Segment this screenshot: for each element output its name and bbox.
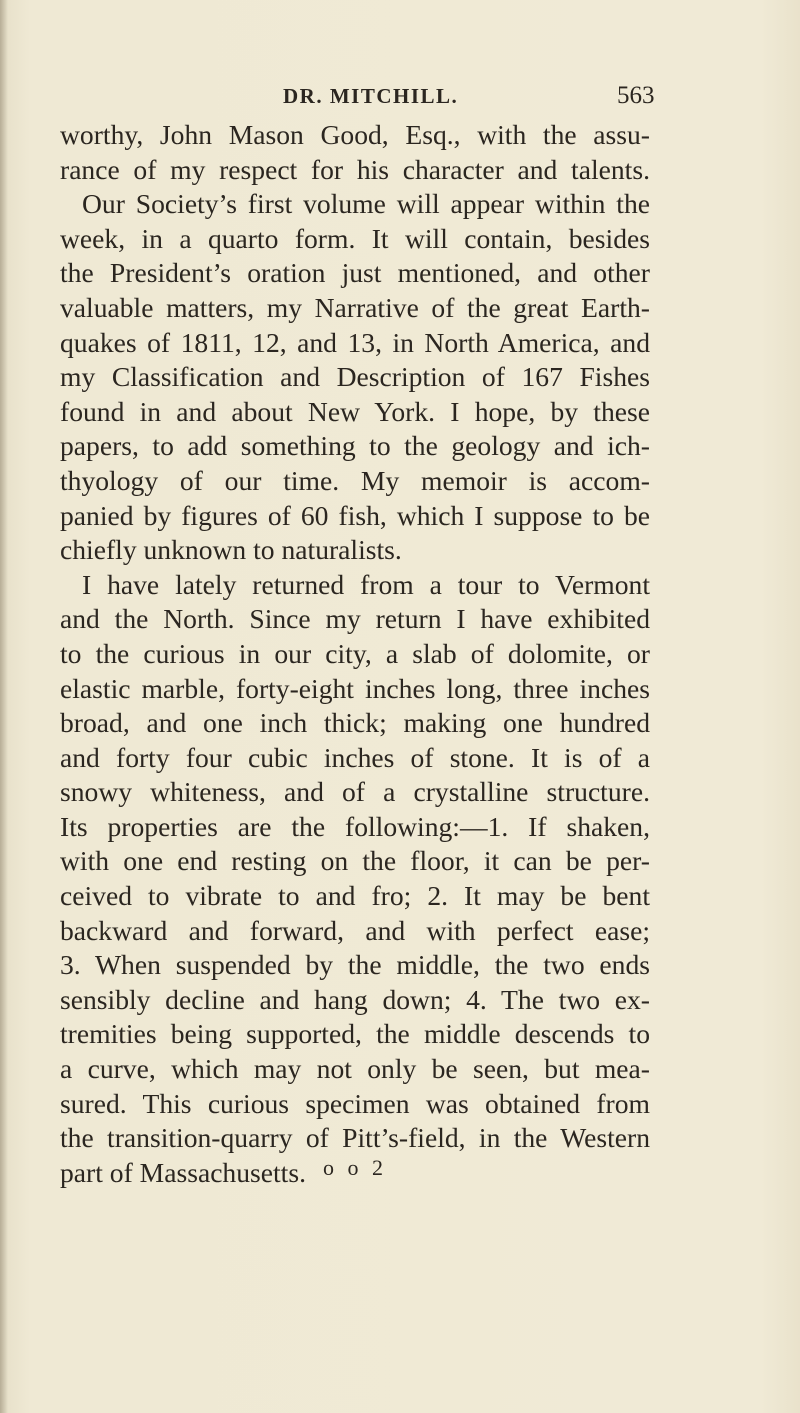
text-line: the President’s oration just mentioned, and other [60,257,650,289]
text-line: sensibly decline and hang down; 4. The two ex- [60,983,650,1015]
text-line: part of Massachusetts. [60,1156,306,1188]
text-line: papers, to add something to the geology and ich- [60,430,650,462]
text-line: thyology of our time. My memoir is accom- [60,464,650,496]
text-line: rance of my respect for his character and talents. [60,153,650,185]
text-line: ceived to vibrate to and fro; 2. It may be bent [60,880,650,912]
text-line: quakes of 1811, 12, and 13, in North America, and [60,326,650,358]
running-head: DR. MITCHILL. [283,84,459,108]
text-line: found in and about New York. I hope, by these [60,395,650,427]
page-number: 563 [617,82,655,109]
text-line: sured. This curious specimen was obtained from [60,1087,650,1119]
text-line: chiefly unknown to naturalists. [60,534,402,566]
text-line: to the curious in our city, a slab of dolomite, or [60,637,650,669]
body-text [60,118,650,1190]
text-line: Its properties are the following:—1. If shaken, [60,810,650,842]
text-line: worthy, John Mason Good, Esq., with the assu- [60,119,650,150]
text-line: week, in a quarto form. It will contain, besides [60,222,650,254]
signature-mark: o o 2 [323,1155,387,1180]
text-line: I have lately returned from a tour to Vermont [82,568,650,600]
text-line: Our Society’s first volume will appear within the [82,188,650,220]
text-line: with one end resting on the floor, it can be per- [60,845,650,877]
text-line: tremities being supported, the middle descends to [60,1018,650,1050]
page-header [0,82,800,116]
text-line: backward and forward, and with perfect ease; [60,914,650,946]
text-line: panied by figures of 60 fish, which I suppose to be [60,499,650,531]
text-line: and the North. Since my return I have exhibited [60,603,650,635]
text-line: snowy whiteness, and of a crystalline structure. [60,776,650,808]
text-line: a curve, which may not only be seen, but mea- [60,1053,650,1085]
text-line: the transition-quarry of Pitt’s-field, in the Western [60,1122,650,1154]
text-line: broad, and one inch thick; making one hundred [60,707,650,739]
text-line: my Classification and Description of 167 Fishes [60,361,650,393]
text-line: 3. When suspended by the middle, the two ends [60,949,650,981]
text-line: elastic marble, forty-eight inches long, three inches [60,672,650,704]
text-line: valuable matters, my Narrative of the great Earth- [60,291,650,323]
text-line: and forty four cubic inches of stone. It is of a [60,741,650,773]
